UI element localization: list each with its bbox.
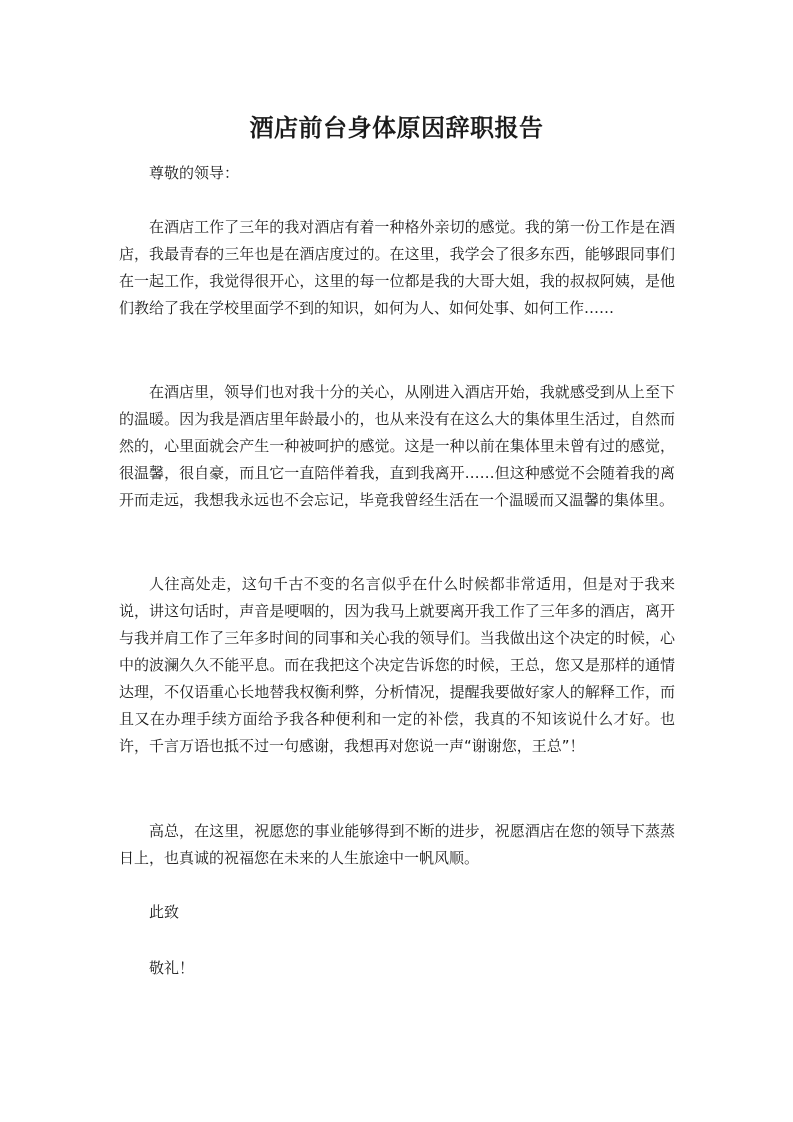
paragraph-text: 人往高处走，这句千古不变的名言似乎在什么时候都非常适用，但是对于我来说，讲这句话时，声音是哽咽的，因为我马上就要离开我工作了三年多的酒店，离开与我并肩工作了三年多时间的同事和关心我的领导们。当我做出这个决定的时候，心中的波澜久久不能平息。而在我把这个决定告诉您的时候，王总，您又是那样的通情达理，不仅语重心长地替我权衡利弊，分析情况，提醒我要做好家人的解释工作，而且又在办理手续方面给予我各种便利和一定的补偿，我真的不知该说什么才好。也许，千言万语也抵不过一句感谢，我想再对您说一声“谢谢您，王总”！	[119, 575, 675, 755]
closing-salutation	[119, 899, 675, 926]
paragraph-text: 在酒店工作了三年的我对酒店有着一种格外亲切的感觉。我的第一份工作是在酒店，我最青春的三年也是在酒店度过的。在这里，我学会了很多东西，能够跟同事们在一起工作，我觉得很开心，这里的每一位都是我的大哥大姐，我的叔叔阿姨，是他们教给了我在学校里面学不到的知识，如何为人、如何处事、如何工作……	[119, 218, 675, 317]
closing-text: 敬礼！	[149, 959, 195, 977]
paragraph-2	[119, 379, 675, 514]
closing-text: 此致	[149, 903, 180, 921]
greeting-text: 尊敬的领导：	[149, 164, 240, 182]
document-title: 酒店前台身体原因辞职报告	[249, 114, 544, 142]
paragraph-text: 高总，在这里，祝愿您的事业能够得到不断的进步，祝愿酒店在您的领导下蒸蒸日上，也真诚的祝福您在未来的人生旅途中一帆风顺。	[119, 822, 675, 867]
greeting	[119, 160, 675, 187]
closing-respect	[119, 955, 675, 982]
paragraph-3	[119, 571, 675, 760]
paragraph-1	[119, 214, 675, 322]
paragraph-4	[119, 818, 675, 872]
paragraph-text: 在酒店里，领导们也对我十分的关心，从刚进入酒店开始，我就感受到从上至下的温暖。因为我是酒店里年龄最小的，也从来没有在这么大的集体里生活过，自然而然的，心里面就会产生一种被呵护的感觉。这是一种以前在集体里未曾有过的感觉，很温馨，很自豪，而且它一直陪伴着我，直到我离开……但这种感觉不会随着我的离开而走远，我想我永远也不会忘记，毕竟我曾经生活在一个温暖而又温馨的集体里。	[119, 383, 675, 509]
